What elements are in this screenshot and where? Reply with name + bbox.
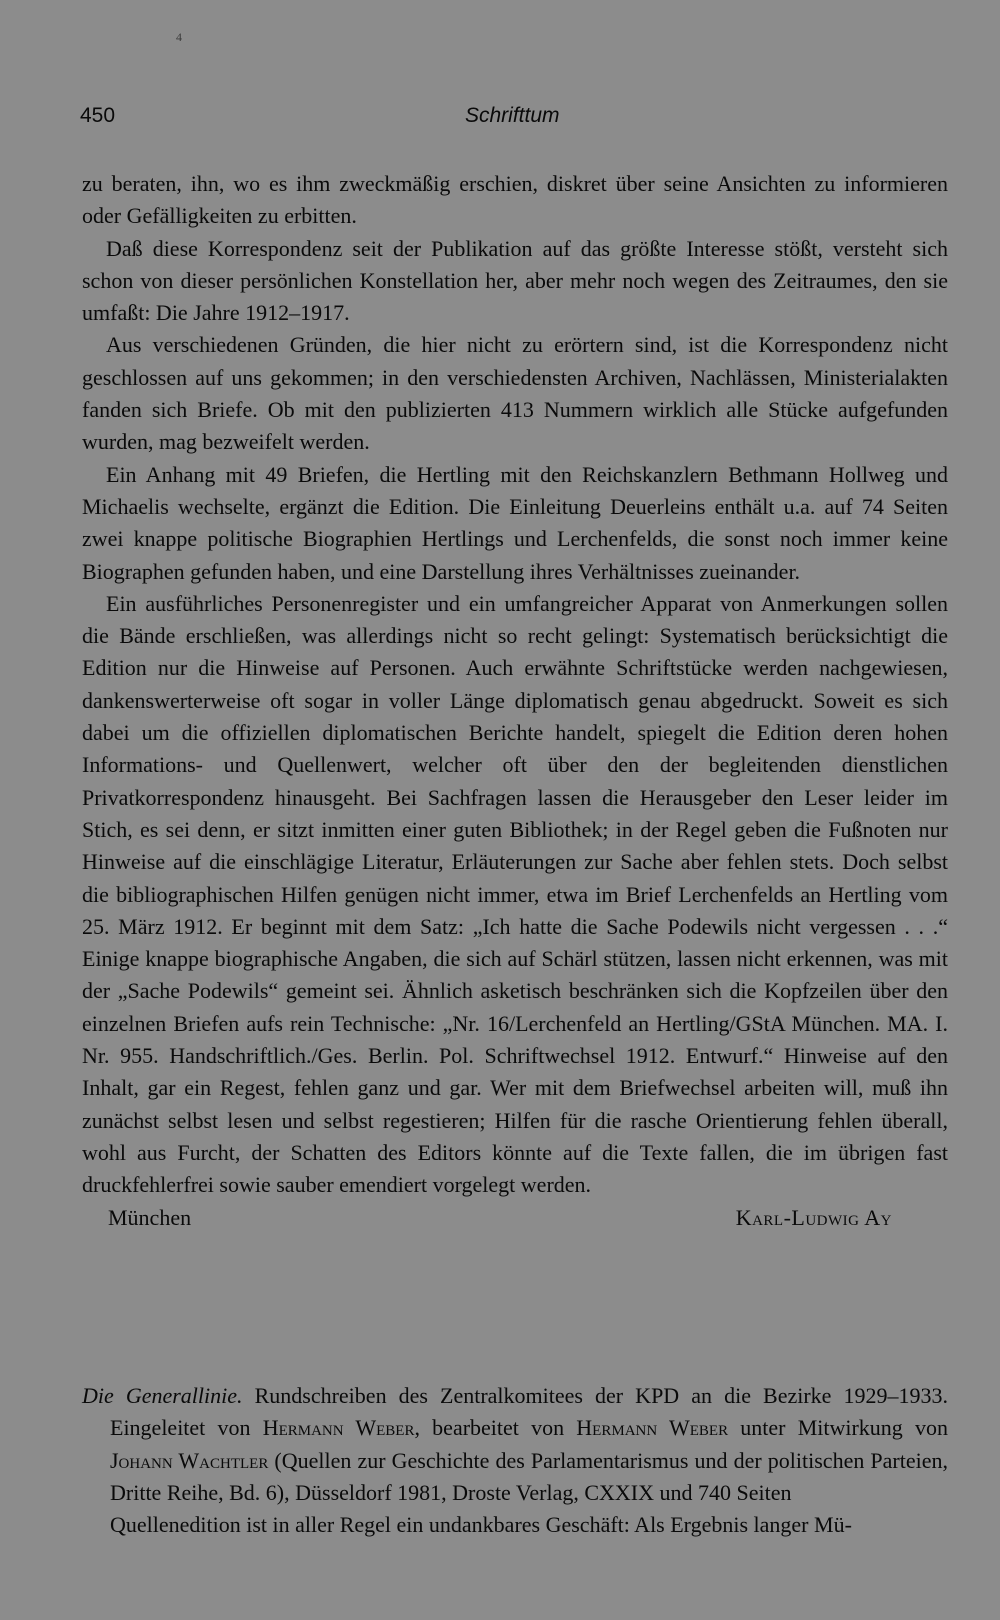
page-header [80, 104, 560, 134]
paragraph: zu beraten, ihn, wo es ihm zweckmäßig erschien, diskret über seine Ansichten zu informieren oder Gefälligkeiten zu erbitten. [82, 171, 948, 229]
running-head: Schrifttum [465, 104, 560, 127]
paragraph: Ein ausführliches Personenregister und ein umfangreicher Apparat von Anmerkungen sollen die Bände erschließen, was allerdings nicht so recht gelingt: Systematisch berücksichtigt die Edition nur die Hinweise auf Personen. Auch erwähnte Schriftstücke werden nachgewiesen, dankenswerterweise oft sogar in voller Länge diplomatisch genau abgedruckt. Soweit es sich dabei um die offiziellen diplomatischen Berichte handelt, spiegelt die Edition deren hohen Informations- und Quellenwert, welcher oft über den der begleitenden dienstlichen Privatkorrespondenz hinausgeht. Bei Sachfragen lassen die Herausgeber den Leser leider im Stich, es sei denn, er sitzt inmitten einer guten Bibliothek; in der Regel geben die Fußnoten nur Hinweise auf die einschlägige Literatur, Erläuterungen zur Sache aber fehlen stets. Doch selbst die bibliographischen Hilfen genügen nicht immer, etwa im Brief Lerchenfelds an Hertling vom 25. März 1912. Er beginnt mit dem Satz: „Ich hatte die Sache Podewils nicht vergessen . . .“ Einige knappe biographische Angaben, die sich auf Schärl stützen, lassen nicht erkennen, was mit der „Sache Podewils“ gemeint sei. Ähnlich asketisch beschränken sich die Kopfzeilen über den einzelnen Briefen aufs rein Technische: „Nr. 16/Lerchenfeld an Hertling/GStA München. MA. I. Nr. 955. Handschriftlich./Ges. Berlin. Pol. Schriftwechsel 1912. Entwurf.“ Hinweise auf den Inhalt, gar ein Regest, fehlen ganz und gar. Wer mit dem Briefwechsel arbeiten will, muß ihn zunächst selbst lesen und selbst regestieren; Hilfen für die rasche Orientierung fehlen überall, wohl aus Furcht, der Schatten des Editors könnte auf die Texte fallen, die im übrigen fast druckfehlerfrei sowie sauber emendiert vorgelegt werden. [82, 590, 948, 1198]
paragraph: Ein Anhang mit 49 Briefen, die Hertling mit den Reichskanzlern Bethmann Hollweg und Michaelis wechselte, ergänzt die Edition. Die Einleitung Deuerleins enthält u.a. auf 74 Seiten zwei knappe politische Biographien Hertlings und Lerchenfelds, die sonst noch immer keine Biographen gefunden haben, und eine Darstellung ihres Verhältnisses zueinander. [82, 461, 948, 584]
editor-name: Hermann Weber [262, 1415, 415, 1441]
bib-text: unter Mitwirkung von [728, 1415, 948, 1441]
stray-mark: 4 [176, 30, 182, 44]
bibliographic-entry [82, 1380, 948, 1509]
review-first-line: Quellenedition ist in aller Regel ein undankbares Geschäft: Als Ergebnis langer Mü- [110, 1512, 852, 1538]
review-body [82, 168, 948, 1234]
next-review [82, 1380, 948, 1541]
signature-author: Karl-Ludwig Ay [735, 1204, 892, 1230]
paragraph: Aus verschiedenen Gründen, die hier nicht zu erörtern sind, ist die Korrespondenz nicht geschlossen auf uns gekommen; in den verschiedensten Archiven, Nachlässen, Ministerialakten fanden sich Briefe. Ob mit den publizierten 413 Nummern wirklich alle Stücke aufgefunden wurden, mag bezweifelt werden. [82, 332, 948, 455]
review-signature [82, 1202, 948, 1234]
book-title: Die Generallinie. [82, 1383, 243, 1408]
bib-text: (Quellen zur Geschichte des Parlamentarismus und der politischen Parteien, Dritte Reihe, Bd. 6), Düsseldorf 1981, Droste Verlag, CXXIX und 740 Seiten [110, 1447, 948, 1505]
bib-text: Rundschreiben des Zentralkomitees der KPD an die Bezirke 1929–1933. Eingeleitet von [110, 1383, 948, 1441]
bib-text: , bearbeitet von [414, 1415, 577, 1441]
paragraph: Daß diese Korrespondenz seit der Publikation auf das größte Interesse stößt, versteht sich schon von dieser persönlichen Konstellation her, aber mehr noch wegen des Zeitraumes, den sie umfaßt: Die Jahre 1912–1917. [82, 235, 948, 326]
page-number: 450 [80, 104, 116, 127]
editor-name: Johann Wachtler [110, 1447, 269, 1473]
signature-city: München [108, 1204, 192, 1230]
editor-name: Hermann Weber [576, 1415, 729, 1441]
